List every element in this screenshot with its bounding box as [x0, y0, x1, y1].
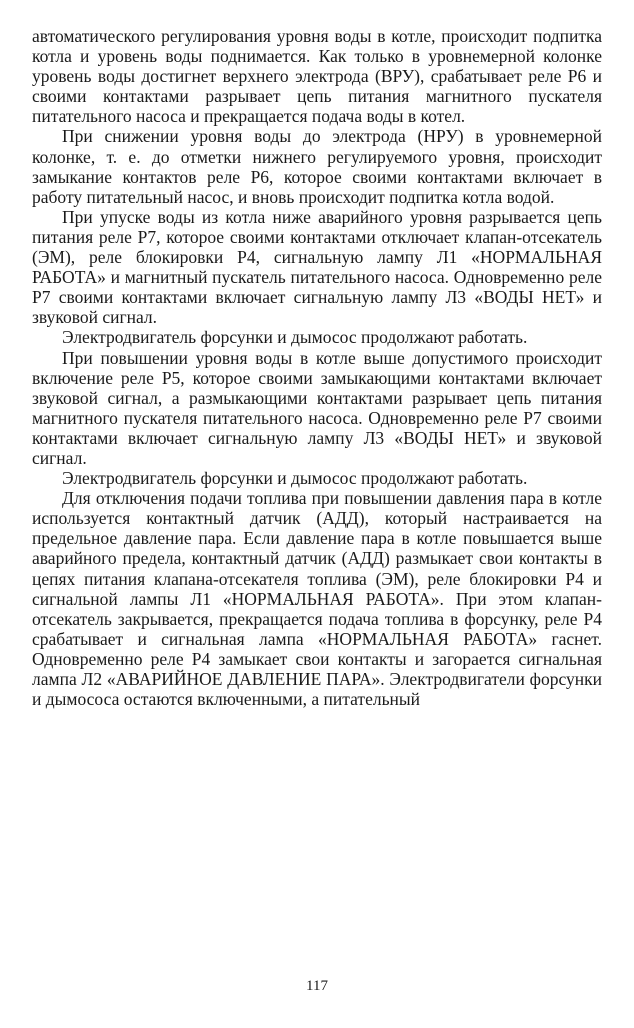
paragraph-level-rise: При повышении уровня воды в котле выше допустимого происходит включение реле Р5, которое своими замыкающими контактами включает звуковой сигнал, а размыкающими контактами разрывает цепь питания магнитного пускателя питательного насоса. Одновременно реле Р7 своими контактами включает сигнальную лампу Л3 «ВОДЫ НЕТ» и звуковой сигнал.: [32, 347, 602, 468]
paragraph-continuation: автоматического регулирования уровня воды в котле, происходит подпитка котла и уровень воды поднимается. Как только в уровнемерной колонке уровень воды достигнет верхнего электрода (ВРУ), срабатывает реле Р6 и своими контактами разрывает цепь питания магнитного пускателя питательного насоса и прекращается подача воды в котел.: [32, 26, 602, 127]
page-body: [32, 26, 602, 709]
paragraph-emergency-level: При упуске воды из котла ниже аварийного уровня разрывается цепь питания реле Р7, которое своими контактами отключает клапан-отсекатель (ЭМ), реле блокировки Р4, сигнальную лампу Л1 «НОРМАЛЬНАЯ РАБОТА» и магнитный пускатель питательного насоса. Одновременно реле Р7 своими контактами включает сигнальную лампу Л3 «ВОДЫ НЕТ» и звуковой сигнал.: [32, 206, 602, 328]
paragraph-level-drop: При снижении уровня воды до электрода (НРУ) в уровнемерной колонке, т. е. до отметки нижнего регулируемого уровня, происходит замыкание контактов реле Р6, которое своими контактами включает в работу питательный насос, и вновь происходит подпитка котла водой.: [32, 126, 602, 207]
page-number: 117: [306, 978, 328, 994]
paragraph-pressure-cutoff: Для отключения подачи топлива при повышении давления пара в котле используется контактный датчик (АДД), который настраивается на предельное давление пара. Если давление пара в котле повышается выше аварийного предела, контактный датчик (АДД) размыкает свои контакты в цепях питания клапана-отсекателя топлива (ЭМ), реле блокировки Р4 и сигнальной лампы Л1 «НОРМАЛЬНАЯ РАБОТА». При этом клапан-отсекатель закрывается, прекращается подача топлива в форсунку, реле Р4 срабатывает и сигнальная лампа «НОРМАЛЬНАЯ РАБОТА» гаснет. Одновременно реле Р4 замыкает свои контакты и загорается сигнальная лампа Л2 «АВАРИЙНОЕ ДАВЛЕНИЕ ПАРА». Электродвигатели форсунки и дымососа остаются включенными, а питательный: [32, 488, 602, 710]
paragraph-motor-continue-1: Электродвигатель форсунки и дымосос продолжают работать.: [62, 327, 528, 348]
paragraph-motor-continue-2: Электродвигатель форсунки и дымосос продолжают работать.: [62, 468, 528, 489]
